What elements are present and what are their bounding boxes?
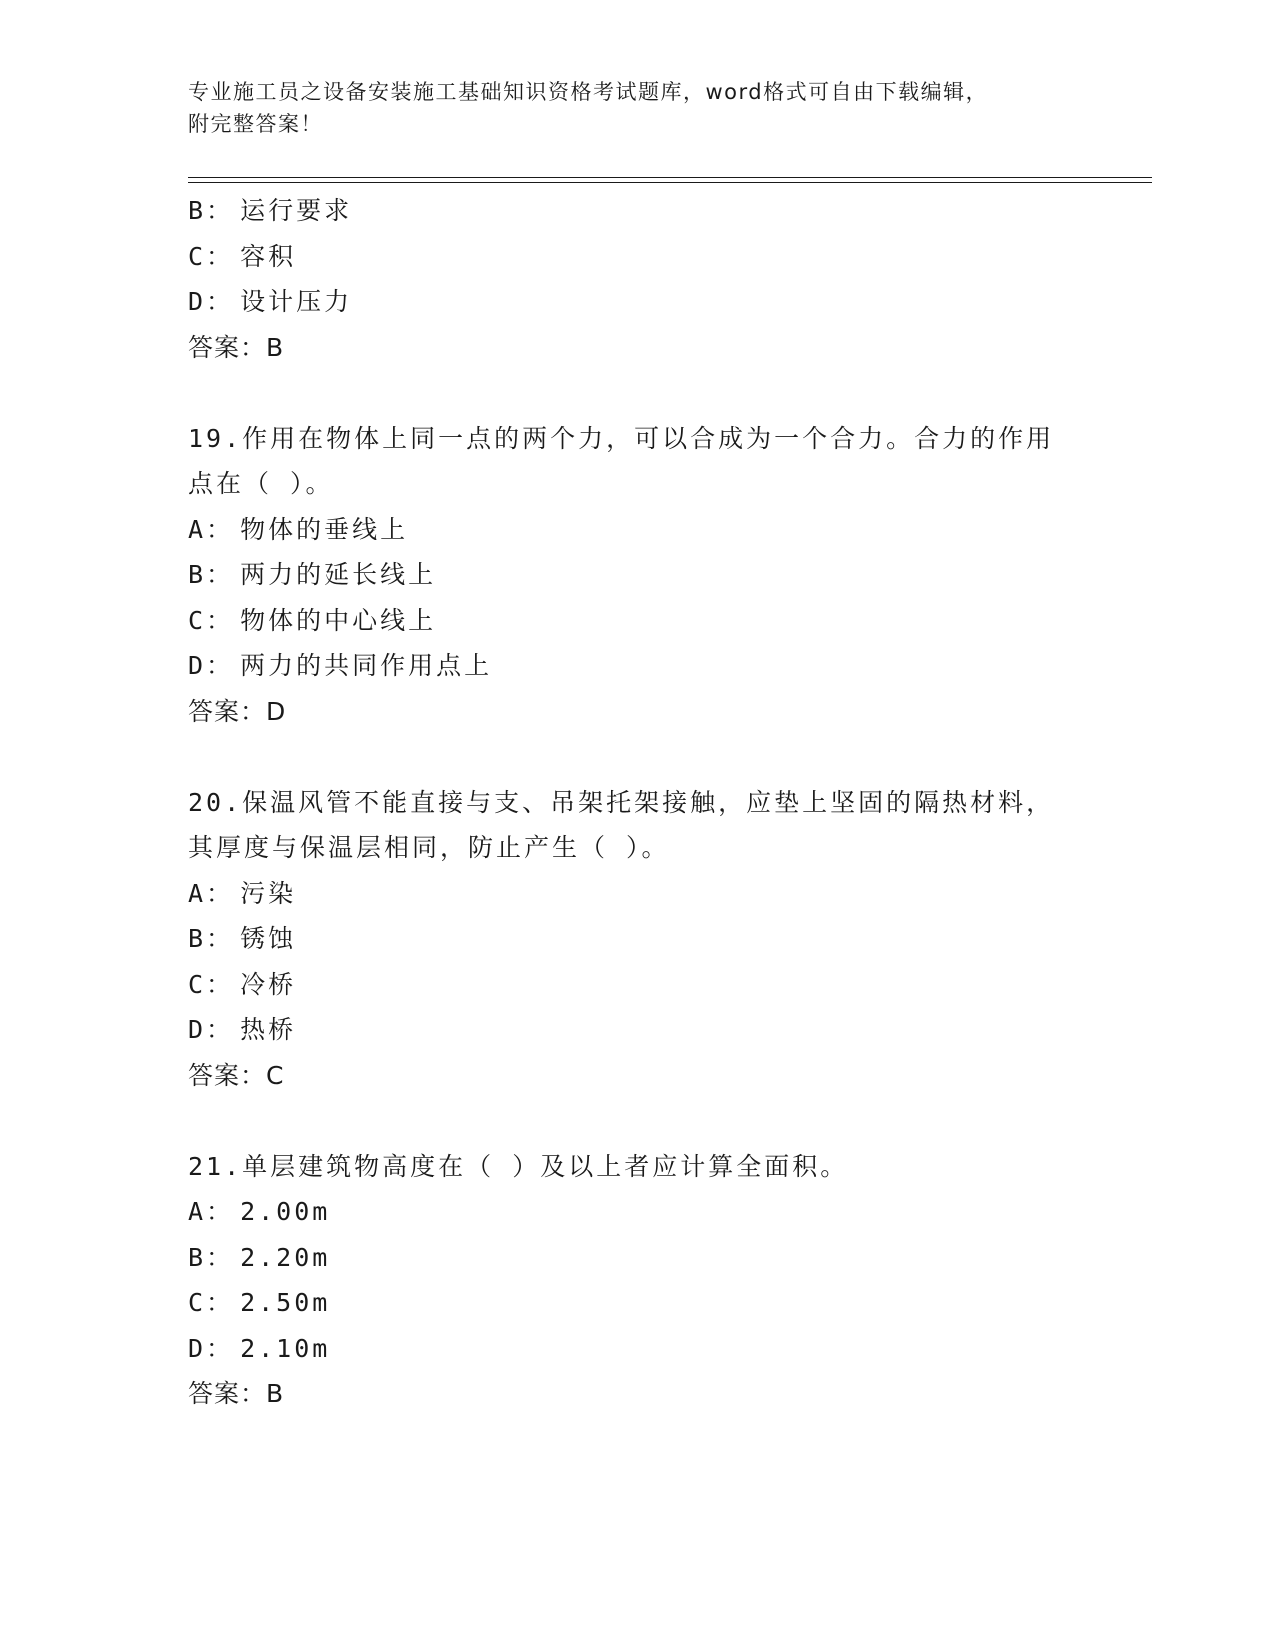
- option-text: 设计压力: [240, 287, 353, 316]
- option-a: [188, 507, 1088, 553]
- option-letter: B：: [188, 560, 235, 589]
- option-text: 锈蚀: [240, 924, 297, 953]
- answer-line: 答案：C: [188, 1060, 285, 1090]
- option-letter: C：: [188, 241, 235, 271]
- spacer: [188, 734, 1088, 780]
- option-text: 物体的垂线上: [240, 514, 409, 544]
- option-c: [188, 234, 1088, 280]
- question-stem-line-2: 其厚度与保温层相同，防止产生（ ）。: [188, 833, 670, 862]
- option-letter: D：: [188, 1333, 235, 1363]
- option-letter: A：: [188, 1197, 235, 1226]
- option-a: [188, 871, 1088, 917]
- option-d: [188, 279, 1088, 325]
- question-21: [188, 1144, 1088, 1417]
- option-text: 两力的延长线上: [240, 560, 437, 589]
- question-list: [188, 188, 1088, 1417]
- option-letter: C：: [188, 1288, 235, 1317]
- option-a: [188, 1189, 1088, 1235]
- option-b: [188, 916, 1088, 962]
- option-d: [188, 1007, 1088, 1053]
- option-b: [188, 552, 1088, 598]
- document-header: [188, 76, 1088, 140]
- option-b: [188, 188, 1088, 234]
- question-stem-line-1: 20.保温风管不能直接与支、吊架托架接触，应垫上坚固的隔热材料，: [188, 787, 1055, 817]
- option-text: 容积: [240, 241, 297, 271]
- option-text: 运行要求: [240, 196, 353, 225]
- answer-line: 答案：D: [188, 696, 287, 726]
- question-stem-line-1: 19.作用在物体上同一点的两个力，可以合成为一个合力。合力的作用: [188, 423, 1055, 453]
- header-divider-top: [188, 177, 1152, 178]
- option-text: 污染: [240, 878, 297, 908]
- option-letter: D：: [188, 287, 235, 316]
- spacer: [188, 1098, 1088, 1144]
- option-c: [188, 1280, 1088, 1326]
- option-b: [188, 1235, 1088, 1281]
- option-text: 2.50m: [240, 1288, 331, 1317]
- answer-line: 答案：B: [188, 1379, 285, 1408]
- option-text: 物体的中心线上: [240, 605, 437, 635]
- prev-question-block: [188, 188, 1088, 370]
- option-letter: C：: [188, 969, 235, 999]
- option-text: 2.00m: [240, 1197, 331, 1226]
- header-title-line-2: 附完整答案！: [188, 112, 323, 136]
- question-20: [188, 780, 1088, 1099]
- option-letter: A：: [188, 514, 235, 544]
- option-letter: B：: [188, 924, 235, 953]
- option-letter: D：: [188, 651, 235, 680]
- option-letter: D：: [188, 1015, 235, 1044]
- option-text: 2.10m: [240, 1333, 331, 1363]
- option-text: 两力的共同作用点上: [240, 651, 493, 680]
- option-text: 2.20m: [240, 1242, 331, 1272]
- option-c: [188, 598, 1088, 644]
- option-c: [188, 962, 1088, 1008]
- answer-line: 答案：B: [188, 332, 285, 362]
- option-text: 热桥: [240, 1015, 297, 1044]
- header-divider-bottom: [188, 182, 1152, 183]
- option-letter: B：: [188, 1242, 235, 1272]
- question-19: [188, 416, 1088, 735]
- header-title-line-1: 专业施工员之设备安装施工基础知识资格考试题库，word格式可自由下载编辑，: [188, 80, 989, 104]
- option-d: [188, 643, 1088, 689]
- spacer: [188, 370, 1088, 416]
- option-letter: A：: [188, 878, 235, 908]
- option-d: [188, 1326, 1088, 1372]
- question-stem-line-1: 21.单层建筑物高度在（ ）及以上者应计算全面积。: [188, 1151, 849, 1181]
- option-letter: C：: [188, 605, 235, 635]
- option-letter: B：: [188, 196, 235, 225]
- question-stem-line-2: 点在（ ）。: [188, 469, 334, 498]
- option-text: 冷桥: [240, 969, 297, 999]
